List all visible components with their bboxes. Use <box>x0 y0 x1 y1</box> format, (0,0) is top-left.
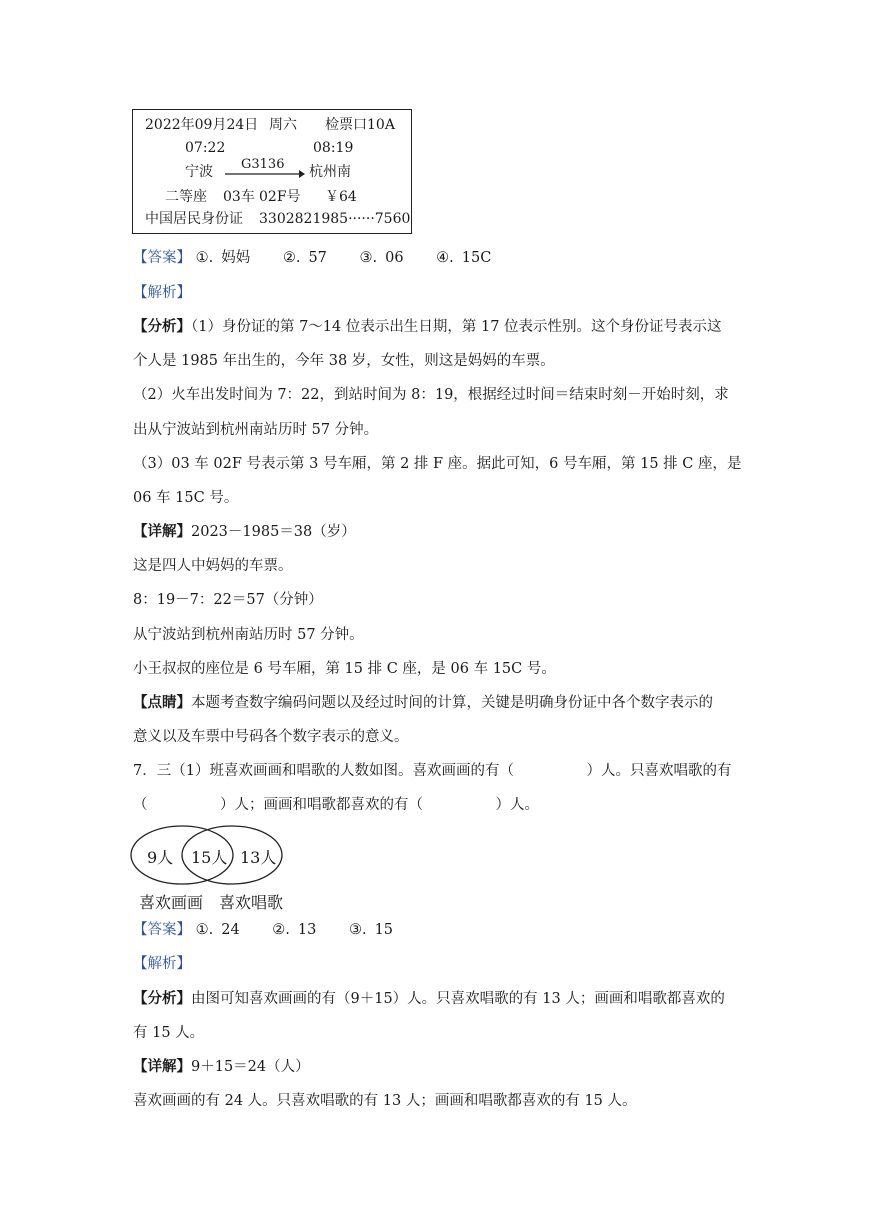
q7-question-line: （ ）人；画画和唱歌都喜欢的有（ ）人。 <box>133 797 539 813</box>
q6-answer-num: ④. <box>436 250 454 266</box>
q7-xiangjie-label: 【详解】 <box>133 1058 191 1075</box>
q6-answer-value: 15C <box>461 250 492 266</box>
ticket-car: 03车 <box>223 189 255 205</box>
ticket-train-no: G3136 <box>241 157 285 172</box>
q6-answer-num: ②. <box>282 250 301 266</box>
q6-fenxi-label: 【分析】 <box>133 318 191 335</box>
q7-answer-row <box>133 920 421 940</box>
venn-left-only: 9人 <box>147 848 174 867</box>
q7-xiangjie-line <box>133 1057 310 1077</box>
q7-answer-label: 【答案】 <box>133 922 191 938</box>
q6-analysis-label: 【解析】 <box>133 285 191 301</box>
q7-answer-value: 15 <box>374 922 394 938</box>
q6-fenxi-line <box>133 317 722 337</box>
ticket-gate: 检票口10A <box>325 117 395 133</box>
q6-dianjing-text: 本题考查数字编码问题以及经过时间的计算，关键是明确身份证中各个数字表示的 <box>191 695 713 711</box>
q6-answer-num: ③. <box>359 250 378 266</box>
ticket-from: 宁波 <box>185 164 213 180</box>
q7-answer-num: ③. <box>348 922 367 938</box>
ticket-id-number: 3302821985······7560 <box>259 211 411 227</box>
ticket-id-label: 中国居民身份证 <box>145 211 243 227</box>
q6-fenxi-text: （2）火车出发时间为 7：22，到站时间为 8：19，根据经过时间＝结束时刻－开始时刻，求 <box>133 387 729 403</box>
q6-answer-value: 06 <box>385 250 404 266</box>
q6-xiangjie-line <box>133 522 356 542</box>
venn-right-only: 13人 <box>240 848 277 867</box>
q7-fenxi-text: 由图可知喜欢画画的有（9＋15）人。只喜欢唱歌的有 13 人；画画和唱歌都喜欢的 <box>191 991 725 1007</box>
ticket-to: 杭州南 <box>309 164 351 180</box>
venn-right-caption: 喜欢唱歌 <box>219 893 284 912</box>
q7-fenxi-text: 有 15 人。 <box>133 1025 205 1041</box>
q7-answer-num: ②. <box>272 922 290 938</box>
q7-question-line: 7．三（1）班喜欢画画和唱歌的人数如图。喜欢画画的有（ ）人。只喜欢唱歌的有 <box>133 763 732 779</box>
q6-xiangjie-label: 【详解】 <box>133 523 191 540</box>
q6-answer-row <box>133 248 519 268</box>
q6-answer-value: 57 <box>308 250 327 266</box>
q7-analysis-label: 【解析】 <box>133 956 191 972</box>
q7-answer-value: 24 <box>221 922 240 938</box>
q7-xiangjie-text: 9＋15＝24（人） <box>191 1059 310 1075</box>
q7-answer-num: ①. <box>195 922 214 938</box>
q6-fenxi-text: 06 车 15C 号。 <box>133 490 239 506</box>
q6-dianjing-text: 意义以及车票中号码各个数字表示的意义。 <box>133 729 409 745</box>
venn-both: 15人 <box>191 848 228 867</box>
q7-fenxi-label: 【分析】 <box>133 990 191 1007</box>
q6-dianjing-line <box>133 693 713 713</box>
q6-answer-label: 【答案】 <box>133 250 191 266</box>
ticket-weekday: 周六 <box>269 117 297 133</box>
q6-xiangjie-text: 这是四人中妈妈的车票。 <box>133 558 293 574</box>
q7-answer-value: 13 <box>297 922 317 938</box>
q6-xiangjie-text: 2023－1985＝38（岁） <box>191 524 356 540</box>
q6-xiangjie-text: 从宁波站到杭州南站历时 57 分钟。 <box>133 627 364 643</box>
venn-left-caption: 喜欢画画 <box>139 893 204 912</box>
train-ticket <box>132 109 412 234</box>
ticket-seat: 02F号 <box>259 189 301 205</box>
q6-dianjing-label: 【点睛】 <box>133 694 191 711</box>
ticket-seat-class: 二等座 <box>165 189 207 205</box>
q6-xiangjie-text: 8：19－7：22＝57（分钟） <box>133 592 323 608</box>
q6-answer-value: 妈妈 <box>221 250 251 266</box>
q6-xiangjie-text: 小王叔叔的座位是 6 号车厢，第 15 排 C 座，是 06 车 15C 号。 <box>133 661 556 677</box>
q6-fenxi-text: （3）03 车 02F 号表示第 3 号车厢，第 2 排 F 座。据此可知，6 号车厢，第 15 排 C 座，是 <box>133 456 742 472</box>
q6-answer-num: ①. <box>195 250 214 266</box>
ticket-arrow-icon <box>225 168 305 180</box>
q6-fenxi-text: （1）身份证的第 7～14 位表示出生日期，第 17 位表示性别。这个身份证号表示这 <box>191 319 722 335</box>
ticket-arrive-time: 08:19 <box>313 140 354 156</box>
ticket-date: 2022年09月24日 <box>145 117 259 133</box>
q6-fenxi-text: 个人是 1985 年出生的，今年 38 岁，女性，则这是妈妈的车票。 <box>133 353 555 369</box>
ticket-depart-time: 07:22 <box>185 140 226 156</box>
q7-fenxi-line <box>133 989 725 1009</box>
q7-xiangjie-text: 喜欢画画的有 24 人。只喜欢唱歌的有 13 人；画画和唱歌都喜欢的有 15 人。 <box>133 1093 637 1109</box>
ticket-price: ￥64 <box>325 189 357 205</box>
q6-fenxi-text: 出从宁波站到杭州南站历时 57 分钟。 <box>133 422 379 438</box>
